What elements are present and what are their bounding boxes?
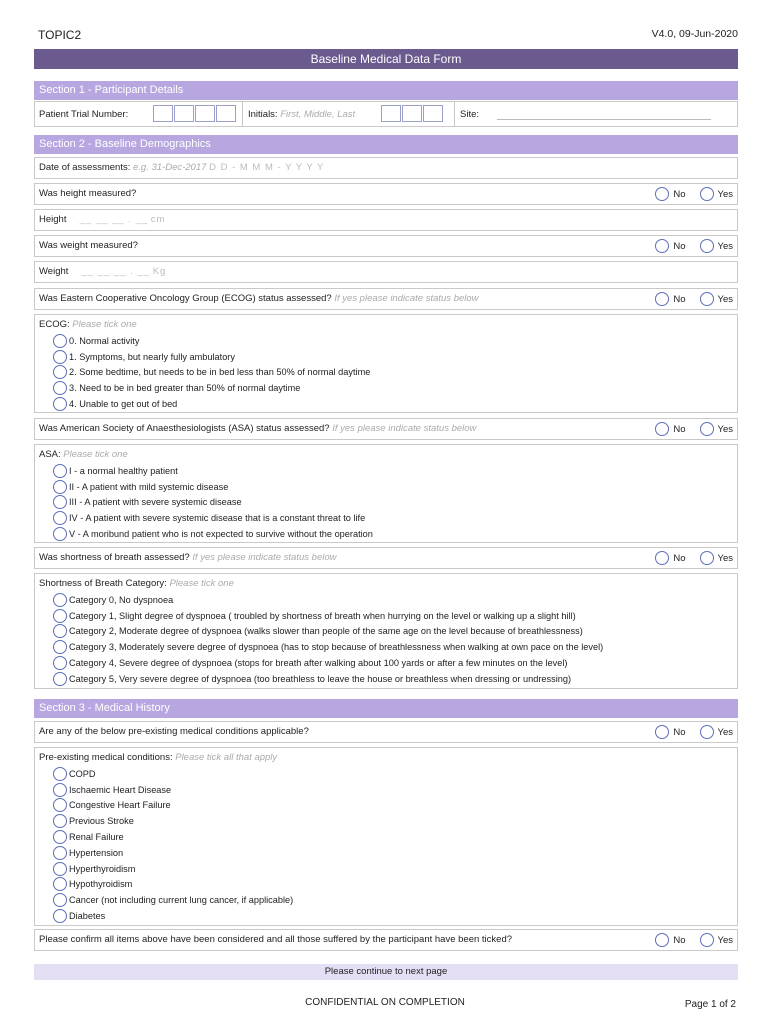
ecog-option[interactable]: 1. Symptoms, but nearly fully ambulatory xyxy=(53,349,370,365)
conditions-tick-hint: Please tick all that apply xyxy=(175,752,278,763)
confirm-row xyxy=(34,929,738,951)
yes-label: Yes xyxy=(717,423,733,435)
conditions-question: Are any of the below pre-existing medical conditions applicable? xyxy=(39,726,309,737)
weight-measured-row xyxy=(34,235,738,257)
weight-label: Weight xyxy=(39,266,69,277)
yes-label: Yes xyxy=(717,552,733,564)
section2-header: Section 2 - Baseline Demographics xyxy=(34,135,738,154)
ecog-tick-hint: Please tick one xyxy=(72,319,137,330)
initials-hint: First, Middle, Last xyxy=(280,109,356,120)
condition-option[interactable]: COPD xyxy=(53,766,293,782)
confidential-footer: CONFIDENTIAL ON COMPLETION xyxy=(305,997,465,1008)
condition-option[interactable]: Previous Stroke xyxy=(53,813,293,829)
asa-no-radio[interactable] xyxy=(655,422,669,436)
confirm-no-radio[interactable] xyxy=(655,933,669,947)
ecog-option[interactable]: 0. Normal activity xyxy=(53,333,370,349)
yes-label: Yes xyxy=(717,934,733,946)
sob-tick-hint: Please tick one xyxy=(169,578,234,589)
ecog-option[interactable]: 2. Some bedtime, but needs to be in bed less than 50% of normal daytime xyxy=(53,365,370,381)
participant-details-row xyxy=(34,101,738,127)
no-label: No xyxy=(673,726,686,738)
condition-option[interactable]: Hypertension xyxy=(53,845,293,861)
initials-boxes[interactable] xyxy=(381,105,444,122)
radio-circle[interactable] xyxy=(53,365,67,379)
header-bar xyxy=(38,28,738,42)
radio-circle[interactable] xyxy=(53,593,67,607)
site-label: Site: xyxy=(460,109,480,120)
radio-circle[interactable] xyxy=(53,609,67,623)
weight-field[interactable]: __ __ __ . __ xyxy=(81,266,151,277)
condition-option[interactable]: Ischaemic Heart Disease xyxy=(53,782,293,798)
radio-circle[interactable] xyxy=(53,640,67,654)
asa-option[interactable]: V - A moribund patient who is not expected to survive without the operation xyxy=(53,526,373,542)
asa-options-block xyxy=(34,444,738,543)
yes-label: Yes xyxy=(717,726,733,738)
continue-banner: Please continue to next page xyxy=(34,964,738,980)
yes-label: Yes xyxy=(717,240,733,252)
weight-row xyxy=(34,261,738,283)
radio-circle[interactable] xyxy=(53,495,67,509)
sob-options-block xyxy=(34,573,738,689)
checkbox-circle[interactable] xyxy=(53,893,67,907)
radio-circle[interactable] xyxy=(53,480,67,494)
asa-options xyxy=(53,463,373,542)
height-measured-row xyxy=(34,183,738,205)
condition-option[interactable]: Congestive Heart Failure xyxy=(53,798,293,814)
radio-circle[interactable] xyxy=(53,511,67,525)
conditions-yes-radio[interactable] xyxy=(700,725,714,739)
date-label: Date of assessments: xyxy=(39,162,131,173)
height-field[interactable]: __ __ __ . __ xyxy=(79,214,149,225)
ecog-options-block xyxy=(34,314,738,413)
radio-circle[interactable] xyxy=(53,381,67,395)
trial-number-label: Patient Trial Number: xyxy=(39,109,129,120)
form-title: Baseline Medical Data Form xyxy=(34,49,738,69)
no-label: No xyxy=(673,423,686,435)
condition-option[interactable]: Hyperthyroidism xyxy=(53,861,293,877)
checkbox-circle[interactable] xyxy=(53,877,67,891)
no-label: No xyxy=(673,240,686,252)
no-label: No xyxy=(673,293,686,305)
asa-tick-hint: Please tick one xyxy=(63,449,128,460)
checkbox-circle[interactable] xyxy=(53,767,67,781)
sob-option[interactable]: Category 5, Very severe degree of dyspnoea (too breathless to leave the house or breathless when dressing or undressing) xyxy=(53,671,603,687)
asa-option[interactable]: IV - A patient with severe systemic disease that is a constant threat to life xyxy=(53,510,373,526)
sob-options xyxy=(53,592,603,687)
weight-no-radio[interactable] xyxy=(655,239,669,253)
sob-no-radio[interactable] xyxy=(655,551,669,565)
yes-label: Yes xyxy=(717,293,733,305)
sob-option[interactable]: Category 3, Moderately severe degree of dyspnoea (has to stop because of breathlessness when walking at own pace on the level) xyxy=(53,639,603,655)
radio-circle[interactable] xyxy=(53,672,67,686)
sob-yes-radio[interactable] xyxy=(700,551,714,565)
asa-option[interactable]: III - A patient with severe systemic disease xyxy=(53,495,373,511)
confirm-yes-radio[interactable] xyxy=(700,933,714,947)
ecog-no-radio[interactable] xyxy=(655,292,669,306)
radio-circle[interactable] xyxy=(53,464,67,478)
sob-option[interactable]: Category 1, Slight degree of dyspnoea ( troubled by shortness of breath when hurrying on the level or walking up a slight hill) xyxy=(53,608,603,624)
sob-label: Shortness of Breath Category: xyxy=(39,578,167,589)
no-label: No xyxy=(673,934,686,946)
conditions-no-radio[interactable] xyxy=(655,725,669,739)
asa-option[interactable]: I - a normal healthy patient xyxy=(53,463,373,479)
condition-option[interactable]: Hypothyroidism xyxy=(53,877,293,893)
asa-question: Was American Society of Anaesthesiologists (ASA) status assessed? xyxy=(39,423,330,434)
condition-option[interactable]: Diabetes xyxy=(53,908,293,924)
sob-option[interactable]: Category 2, Moderate degree of dyspnoea (walks slower than people of the same age on the level because of breathlessness) xyxy=(53,624,603,640)
radio-circle[interactable] xyxy=(53,527,67,541)
height-yes-radio[interactable] xyxy=(700,187,714,201)
radio-circle[interactable] xyxy=(53,656,67,670)
sob-hint: If yes please indicate status below xyxy=(192,552,337,563)
conditions-label: Pre-existing medical conditions: xyxy=(39,752,173,763)
date-row xyxy=(34,157,738,179)
asa-yes-radio[interactable] xyxy=(700,422,714,436)
height-question: Was height measured? xyxy=(39,188,137,199)
condition-option[interactable]: Cancer (not including current lung cancer, if applicable) xyxy=(53,892,293,908)
ecog-hint: If yes please indicate status below xyxy=(334,293,479,304)
no-label: No xyxy=(673,552,686,564)
radio-circle[interactable] xyxy=(53,397,67,411)
confirm-question: Please confirm all items above have been considered and all those suffered by the participant have been ticked? xyxy=(39,934,513,945)
date-hint: e.g. 31-Dec-2017 xyxy=(133,162,207,173)
checkbox-circle[interactable] xyxy=(53,814,67,828)
conditions-block xyxy=(34,747,738,926)
checkbox-circle[interactable] xyxy=(53,783,67,797)
study-name: TOPIC2 xyxy=(38,28,82,42)
ecog-option[interactable]: 4. Unable to get out of bed xyxy=(53,396,370,412)
sob-option[interactable]: Category 4, Severe degree of dyspnoea (stops for breath after walking about 100 yards or after a few minutes on the level) xyxy=(53,655,603,671)
checkbox-circle[interactable] xyxy=(53,798,67,812)
radio-circle[interactable] xyxy=(53,350,67,364)
sob-assessed-row xyxy=(34,547,738,569)
conditions-options xyxy=(53,766,293,924)
checkbox-circle[interactable] xyxy=(53,862,67,876)
condition-option[interactable]: Renal Failure xyxy=(53,829,293,845)
height-no-radio[interactable] xyxy=(655,187,669,201)
section3-header: Section 3 - Medical History xyxy=(34,699,738,718)
ecog-label: ECOG: xyxy=(39,319,70,330)
height-label: Height xyxy=(39,214,67,225)
sob-question: Was shortness of breath assessed? xyxy=(39,552,190,563)
asa-label: ASA: xyxy=(39,449,61,460)
conditions-applicable-row xyxy=(34,721,738,743)
radio-circle[interactable] xyxy=(53,334,67,348)
ecog-options xyxy=(53,333,370,412)
checkbox-circle[interactable] xyxy=(53,909,67,923)
ecog-option[interactable]: 3. Need to be in bed greater than 50% of normal daytime xyxy=(53,380,370,396)
asa-option[interactable]: II - A patient with mild systemic disease xyxy=(53,479,373,495)
height-row xyxy=(34,209,738,231)
section1-header: Section 1 - Participant Details xyxy=(34,81,738,100)
weight-question: Was weight measured? xyxy=(39,240,138,251)
radio-circle[interactable] xyxy=(53,624,67,638)
weight-yes-radio[interactable] xyxy=(700,239,714,253)
height-unit: cm xyxy=(150,214,166,225)
yes-label: Yes xyxy=(717,188,733,200)
checkbox-circle[interactable] xyxy=(53,846,67,860)
asa-hint: If yes please indicate status below xyxy=(332,423,477,434)
ecog-assessed-row xyxy=(34,288,738,310)
version-date: V4.0, 09-Jun-2020 xyxy=(651,28,738,40)
date-field[interactable]: D D - M M M - Y Y Y Y xyxy=(209,162,325,173)
trial-number-boxes[interactable] xyxy=(153,105,237,122)
page-number: Page 1 of 2 xyxy=(684,999,736,1010)
site-field[interactable] xyxy=(497,119,711,120)
asa-assessed-row xyxy=(34,418,738,440)
ecog-question: Was Eastern Cooperative Oncology Group (ECOG) status assessed? xyxy=(39,293,332,304)
no-label: No xyxy=(673,188,686,200)
sob-option[interactable]: Category 0, No dyspnoea xyxy=(53,592,603,608)
weight-unit: Kg xyxy=(152,266,167,277)
initials-label: Initials: xyxy=(248,109,278,120)
ecog-yes-radio[interactable] xyxy=(700,292,714,306)
checkbox-circle[interactable] xyxy=(53,830,67,844)
